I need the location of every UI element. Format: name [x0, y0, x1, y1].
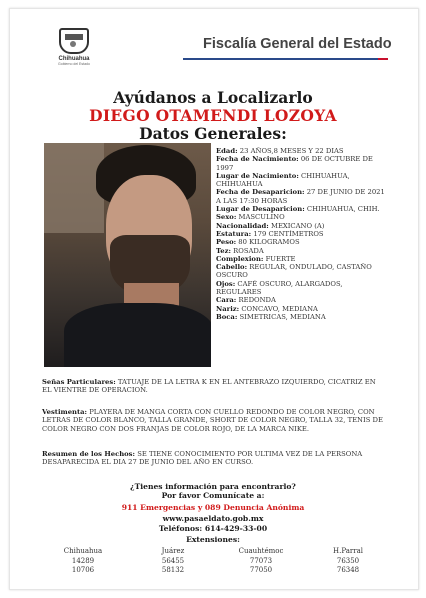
contact-call: Por favor Comunícate a: — [161, 491, 265, 500]
detail-row: Cara: REDONDA — [216, 296, 276, 305]
detail-row: Sexo: MASCULINO — [216, 213, 285, 222]
detail-row: Peso: 80 KILOGRAMOS — [216, 238, 300, 247]
detail-row: Lugar de Desaparicion: CHIHUAHUA, CHIH. — [216, 205, 380, 214]
detail-row: Ojos: CAFÉ OSCURO, ALARGADOS, REGULARES — [216, 279, 343, 297]
detail-row: Nacionalidad: MEXICANO (A) — [216, 221, 325, 230]
details-list — [216, 147, 386, 321]
extension-column: Juárez 56455 58132 — [161, 547, 185, 574]
detail-row: Fecha de Desaparicion: 27 DE JUNIO DE 2021 A LAS 17:30 HORAS — [216, 188, 385, 205]
detail-row: Cabello: REGULAR, ONDULADO, CASTAÑO OSCURO — [216, 263, 372, 280]
detail-row: Edad: 23 AÑOS,8 MESES Y 22 DIAS — [216, 147, 344, 155]
detail-row: Tez: ROSADA — [216, 246, 264, 255]
contact-question: ¿Tienes información para encontrarlo? — [130, 482, 296, 491]
extension-column: Chihuahua 14289 10706 — [63, 547, 103, 574]
distinguishing-marks: Señas Particulares: TATUAJE DE LA LETRA K EN EL ANTEBRAZO IZQUIERDO, CICATRIZ EN EL VIENTRE DE OPERACION. — [42, 378, 376, 395]
detail-row: Nariz: CONCAVO, MEDIANA — [216, 304, 318, 313]
section-title: Datos Generales: — [139, 124, 287, 143]
person-name: DIEGO OTAMENDI LOZOYA — [89, 106, 337, 125]
shield-icon — [59, 28, 89, 54]
emergency-numbers: 911 Emergencias y 089 Denuncia Anónima — [121, 503, 305, 512]
website: www.pasaeldato.gob.mx — [162, 514, 264, 523]
header-divider-accent — [378, 58, 388, 60]
extensions-title: Extensiones: — [186, 535, 240, 544]
header-divider — [183, 58, 378, 60]
facts-summary: Resumen de los Hechos: SE TIENE CONOCIMIENTO POR ULTIMA VEZ DE LA PERSONA DESAPARECIDA EL DIA 27 DE JUNIO DEL AÑO EN CURSO. — [42, 450, 363, 467]
detail-row: Boca: SIMETRICAS, MEDIANA — [216, 312, 326, 321]
logo-name: Chihuahua — [58, 56, 90, 62]
agency-name: Fiscalía General del Estado — [203, 36, 392, 52]
detail-row: Fecha de Nacimiento: 06 DE OCTUBRE DE 1997 — [216, 155, 373, 172]
clothing-description: Vestimenta: PLAYERA DE MANGA CORTA CON CUELLO REDONDO DE COLOR NEGRO, CON LETRAS DE COLOR BLANCO, TALLA GRANDE, SHORT DE COLOR NEGRO, TALLA 32, TENIS DE COLOR NEGRO CON DOS FRANJAS DE COLOR ROJO, DE LA MARCA NIKE. — [42, 408, 383, 433]
detail-row: Lugar de Nacimiento: CHIHUAHUA, CHIHUAHUA — [216, 171, 350, 189]
page-title: Ayúdanos a Localizarlo — [113, 88, 313, 107]
detail-row: Estatura: 179 CENTÍMETROS — [216, 229, 324, 238]
detail-row: Complexion: FUERTE — [216, 254, 296, 263]
phone-numbers: Teléfonos: 614-429-33-00 — [158, 524, 268, 533]
state-logo — [50, 28, 98, 70]
extension-column: Cuauhtémoc 77073 77050 — [238, 547, 284, 574]
extension-column: H.Parral 76350 76348 — [332, 547, 363, 574]
logo-subtitle: Gobierno del Estado — [58, 62, 90, 66]
person-photo — [44, 143, 211, 367]
